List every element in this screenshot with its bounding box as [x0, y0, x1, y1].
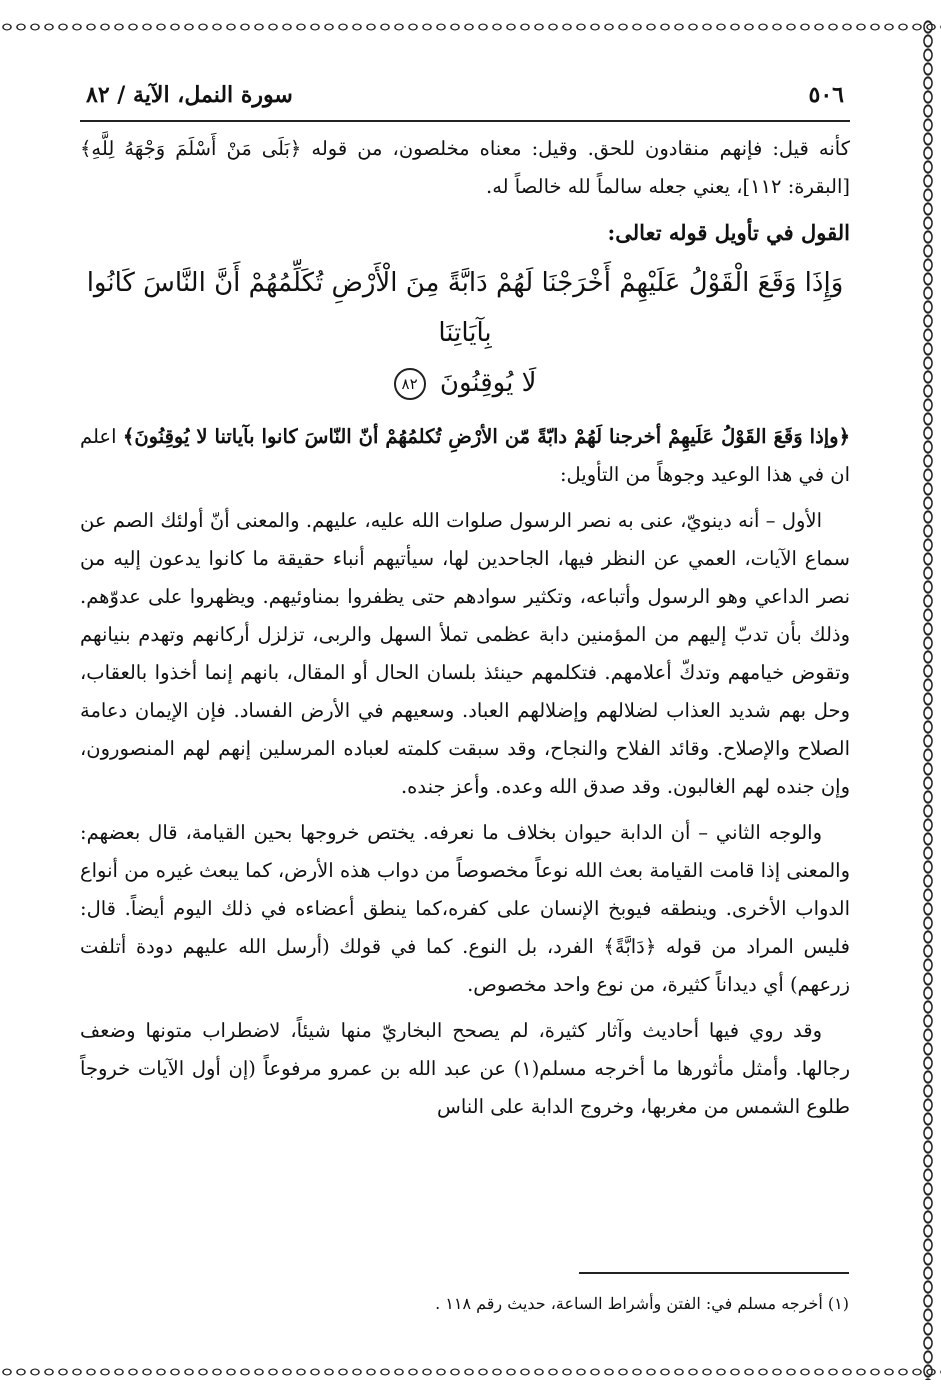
paragraph-5: وقد روي فيها أحاديث وآثار كثيرة، لم يصحح البخاريّ منها شيئاً، لاضطراب متونها وضعف رجالها. وأمثل مأثورها ما أخرجه مسلم(١) عن عبد الله بن عمرو مرفوعاً (إن أول الآيات خروجاً طلوع الشمس من مغربها، وخروج الدابة على الناس: [80, 1019, 850, 1118]
surah-title: سورة النمل، الآية / ٨٢: [86, 82, 293, 108]
right-ornamental-border: [921, 20, 935, 1380]
quoted-verse: ﴿وإذا وَقَعَ القَوْلُ عَلَيهِمْ أخرجنا لَهُمْ دابّةً مّن الأرْضِ تُكلمُهُمْ أنّ النّاسَ كانوا بآياتنا لا يُوقِنُونَ﴾: [122, 425, 851, 448]
paragraph-4: والوجه الثاني – أن الدابة حيوان بخلاف ما نعرفه. يختص خروجها بحين القيامة، قال بعضهم: والمعنى إذا قامت القيامة بعث الله نوعاً مخصوصاً من دواب هذه الأرض، كما يبعث غيره من أنواع الدواب الأخرى. وينطقه فيوبخ الإنسان على كفره،كما ينطق أعضاءه في ذلك اليوم أيضاً. قال: فليس المراد من قوله ﴿دَابَّةً﴾ الفرد، بل النوع. كما في قولك (أرسل الله عليهم دودة أتلفت زرعهم) أي ديداناً كثيرة، من نوع واحد مخصوص.: [80, 821, 850, 996]
page-content: [80, 82, 850, 1134]
quran-verse-line-2-text: لَا يُوقِنُونَ: [439, 368, 537, 398]
paragraph-2: [80, 418, 850, 494]
section-heading: القول في تأويل قوله تعالى:: [607, 220, 850, 245]
top-ornamental-border: [0, 20, 941, 34]
footnote: (١) أخرجه مسلم في: الفتن وأشراط الساعة، حديث رقم ١١٨ .: [435, 1294, 849, 1313]
ayah-number-marker: ٨٢: [394, 368, 426, 400]
paragraph-1: كأنه قيل: فإنهم منقادون للحق. وقيل: معناه مخلصون، من قوله ﴿بَلَى مَنْ أَسْلَمَ وَجْهَهُ لِلَّهِ﴾ [البقرة: ١١٢]، يعني جعله سالماً لله خالصاً له.: [80, 137, 850, 198]
paragraph-3: الأول – أنه دينويّ، عنى به نصر الرسول صلوات الله عليه، عليهم. والمعنى أنّ أولئك الصم عن سماع الآيات، العمي عن النظر فيها، الجاحدين لها، سيأتيهم أنباء حقيقة ما كانوا يدعون إليه من نصر الداعي وهو الرسول وأتباعه، وتكثير سوادهم حتى يظفروا بمناوئيهم. ويظهروا على عدوّهم. وذلك بأن تدبّ إليهم من المؤمنين دابة عظمى تملأ السهل والربى، تزلزل أركانهم وتهدم بنيانهم وتقوض خيامهم وتدكّ أعلامهم. فتكلمهم حينئذ بلسان الحال أو المقال، بانهم إنما أخذوا بالعقاب، وحل بهم شديد العذاب لضلالهم وإضلالهم العباد. وسعيهم في الأرض الفساد. فإن الإيمان دعامة الصلاح والإصلاح. وقائد الفلاح والنجاح، وقد سبقت كلمته لعباده المرسلين إنهم لهم المنصورون، وإن جنده لهم الغالبون. وقد صدق الله وعده. وأعز جنده.: [80, 509, 850, 798]
body-text: [80, 130, 850, 1126]
quran-verse-line-2: [80, 358, 850, 408]
footnote-divider: [579, 1272, 849, 1274]
page-number: ٥٠٦: [808, 82, 844, 108]
paragraph-2-rest: اعلم ان في هذا الوعيد وجوهاً من التأويل:: [80, 425, 850, 486]
quran-verse-line-1: وَإِذَا وَقَعَ الْقَوْلُ عَلَيْهِمْ أَخْرَجْنَا لَهُمْ دَابَّةً مِنَ الْأَرْضِ تُكَلِّمُهُمْ أَنَّ النَّاسَ كَانُوا بِآيَاتِنَا: [86, 268, 844, 348]
bottom-ornamental-border: [0, 1365, 941, 1379]
quran-verse: [80, 258, 850, 408]
page-header: [80, 82, 850, 122]
